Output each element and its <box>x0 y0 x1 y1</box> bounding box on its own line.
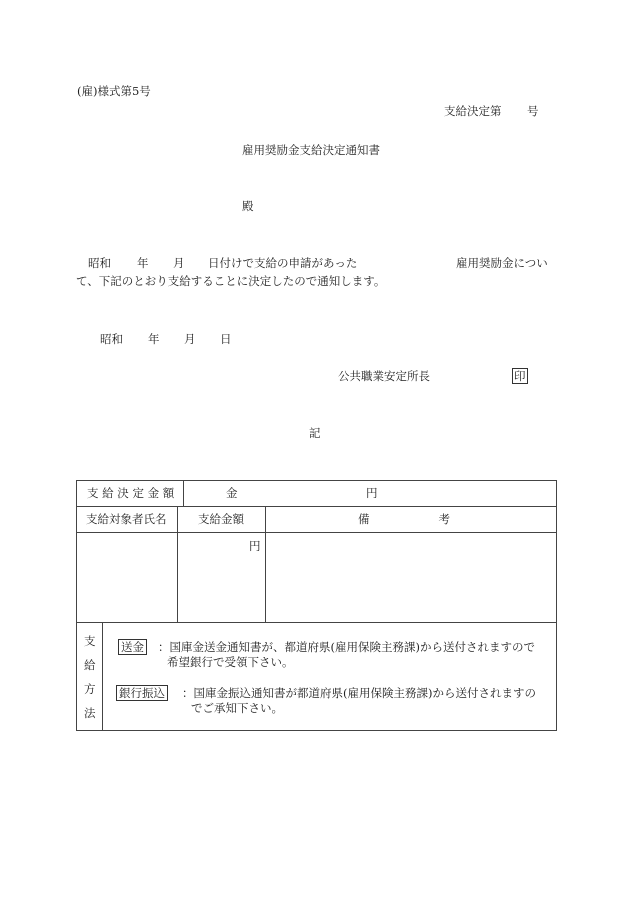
method-transfer-line2: でご承知下さい。 <box>191 701 283 715</box>
issuer: 公共職業安定所長 <box>338 369 430 383</box>
date-day: 日 <box>220 332 232 346</box>
body-subsidy: 雇用奨励金につい <box>456 256 548 270</box>
date-month: 月 <box>184 332 196 346</box>
body-year: 年 <box>137 256 149 270</box>
header-remarks: 備 考 <box>358 512 450 526</box>
method-remittance-line1: ：国庫金送金通知書が、都道府県(雇用保険主務課)から送付されますので <box>158 640 535 654</box>
body-era: 昭和 <box>88 256 111 270</box>
decision-number-prefix: 支給決定第 <box>444 104 502 118</box>
ki-label: 記 <box>309 426 321 440</box>
method-label-char: 法 <box>84 706 96 720</box>
method-remittance-label: 送金 <box>118 639 147 655</box>
method-transfer-line1: ：国庫金振込通知書が都道府県(雇用保険主務課)から送付されますの <box>182 686 536 700</box>
header-name: 支給対象者氏名 <box>86 512 167 526</box>
method-transfer-label: 銀行振込 <box>116 685 168 701</box>
body-day-text: 日付けで支給の申請があった <box>208 256 358 270</box>
method-remittance-line2: 希望銀行で受領下さい。 <box>167 655 294 669</box>
document-title: 雇用奨励金支給決定通知書 <box>242 143 380 157</box>
method-label-char: 方 <box>84 682 96 696</box>
decision-number-suffix: 号 <box>527 104 539 118</box>
header-amount: 支給金額 <box>198 512 244 526</box>
form-number: (雇)様式第5号 <box>77 84 151 98</box>
method-label-char: 支 <box>84 634 96 648</box>
amount-prefix: 金 <box>226 486 238 500</box>
amount-label: 支 給 決 定 金 額 <box>87 486 175 500</box>
body-month: 月 <box>173 256 185 270</box>
amount-unit: 円 <box>366 486 378 500</box>
date-era: 昭和 <box>100 332 123 346</box>
yen-unit: 円 <box>249 539 261 553</box>
seal-mark: 印 <box>514 369 526 383</box>
method-label-char: 給 <box>84 658 96 672</box>
addressee-suffix: 殿 <box>242 199 254 213</box>
date-year: 年 <box>148 332 160 346</box>
body-line2: て、下記のとおり支給することに決定したので通知します。 <box>76 274 386 288</box>
